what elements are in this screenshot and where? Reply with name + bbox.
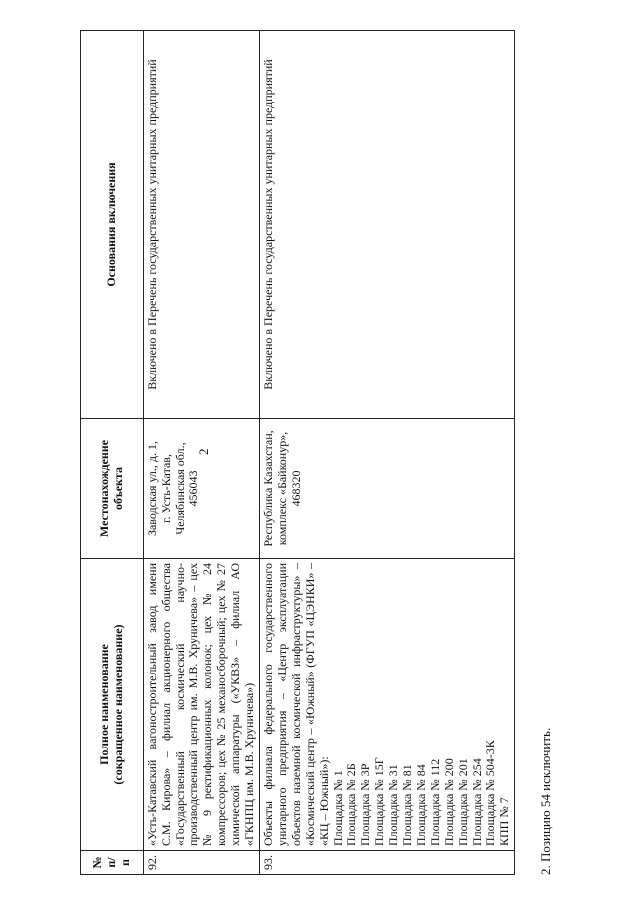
location-line: Республика Казахстан, xyxy=(260,430,275,547)
site-item: Площадка № 84 xyxy=(413,764,428,846)
header-num-line1: № xyxy=(90,856,104,869)
location-line: Заводская ул., д. 1, xyxy=(144,440,159,537)
row-number: 92. xyxy=(143,851,259,875)
row-basis: Включено в Перечень государственных унитарных предприятий xyxy=(259,31,514,419)
header-location-line2: объекта xyxy=(110,467,125,510)
site-item: Площадка № 1 xyxy=(330,770,345,846)
table-row xyxy=(259,31,514,875)
site-item: КПП № 7 xyxy=(497,797,512,846)
site-item: Площадка № 81 xyxy=(400,764,415,846)
site-item: Площадка № 2Б xyxy=(344,763,359,846)
row-location xyxy=(259,419,514,559)
header-name xyxy=(81,559,144,851)
header-num-line2: п/п xyxy=(103,857,132,868)
header-basis: Основания включения xyxy=(81,31,144,419)
row-basis: Включено в Перечень государственных унитарных предприятий xyxy=(143,31,259,419)
site-item: Площадка № 200 xyxy=(441,758,456,846)
site-item: Площадка № 504-3К xyxy=(483,740,498,846)
page-number: 2 xyxy=(196,448,211,455)
site-item: Площадка № 112 xyxy=(427,758,442,846)
row-number: 93. xyxy=(259,851,514,875)
site-item: Площадка № 3Р xyxy=(358,763,373,846)
footnote: 2. Позицию 54 исключить. xyxy=(538,727,553,875)
site-item: Площадка № 201 xyxy=(455,758,470,846)
header-name-line2: (сокращенное наименование) xyxy=(110,624,125,785)
table-header-row xyxy=(81,31,144,875)
site-item: Площадка № 254 xyxy=(469,758,484,846)
row-full-name-text: Объекты филиала федерального государственного унитарного предприятия – «Центр эксплуатации объектов наземной космической инфраструктуры» – «Космический центр – «Южный» (ФГУП «ЦЭНКИ» – «КЦ – Южный»): xyxy=(260,563,331,846)
location-line: г. Усть-Катав, xyxy=(158,454,173,523)
location-line: Челябинская обл., 456043 xyxy=(172,442,201,535)
header-name-line1: Полное наименование xyxy=(96,644,111,765)
registry-table xyxy=(80,30,515,875)
header-location-line1: Местонахождение xyxy=(96,439,111,538)
header-num xyxy=(81,851,144,875)
location-line: комплекс «Байконур», 468320 xyxy=(274,431,303,546)
row-full-name: «Усть-Катавский вагоностроительный завод имени С.М. Кирова» – филиал акционерного общества «Государственный космический научно-производственный центр им. М.В. Хруничева» – цех № 9 ректификационных колонок; цех № 24 компрессоров; цех № 25 механосборочный; цех № 27 химической аппаратуры («УКВЗ» – филиал АО «ГКНПЦ им. М.В. Хруничева») xyxy=(143,559,259,851)
site-item: Площадка № 31 xyxy=(386,764,401,846)
table-row xyxy=(143,31,259,875)
site-item: Площадка № 15Г xyxy=(372,757,387,846)
row-location xyxy=(143,419,259,559)
header-location xyxy=(81,419,144,559)
row-full-name xyxy=(259,559,514,851)
